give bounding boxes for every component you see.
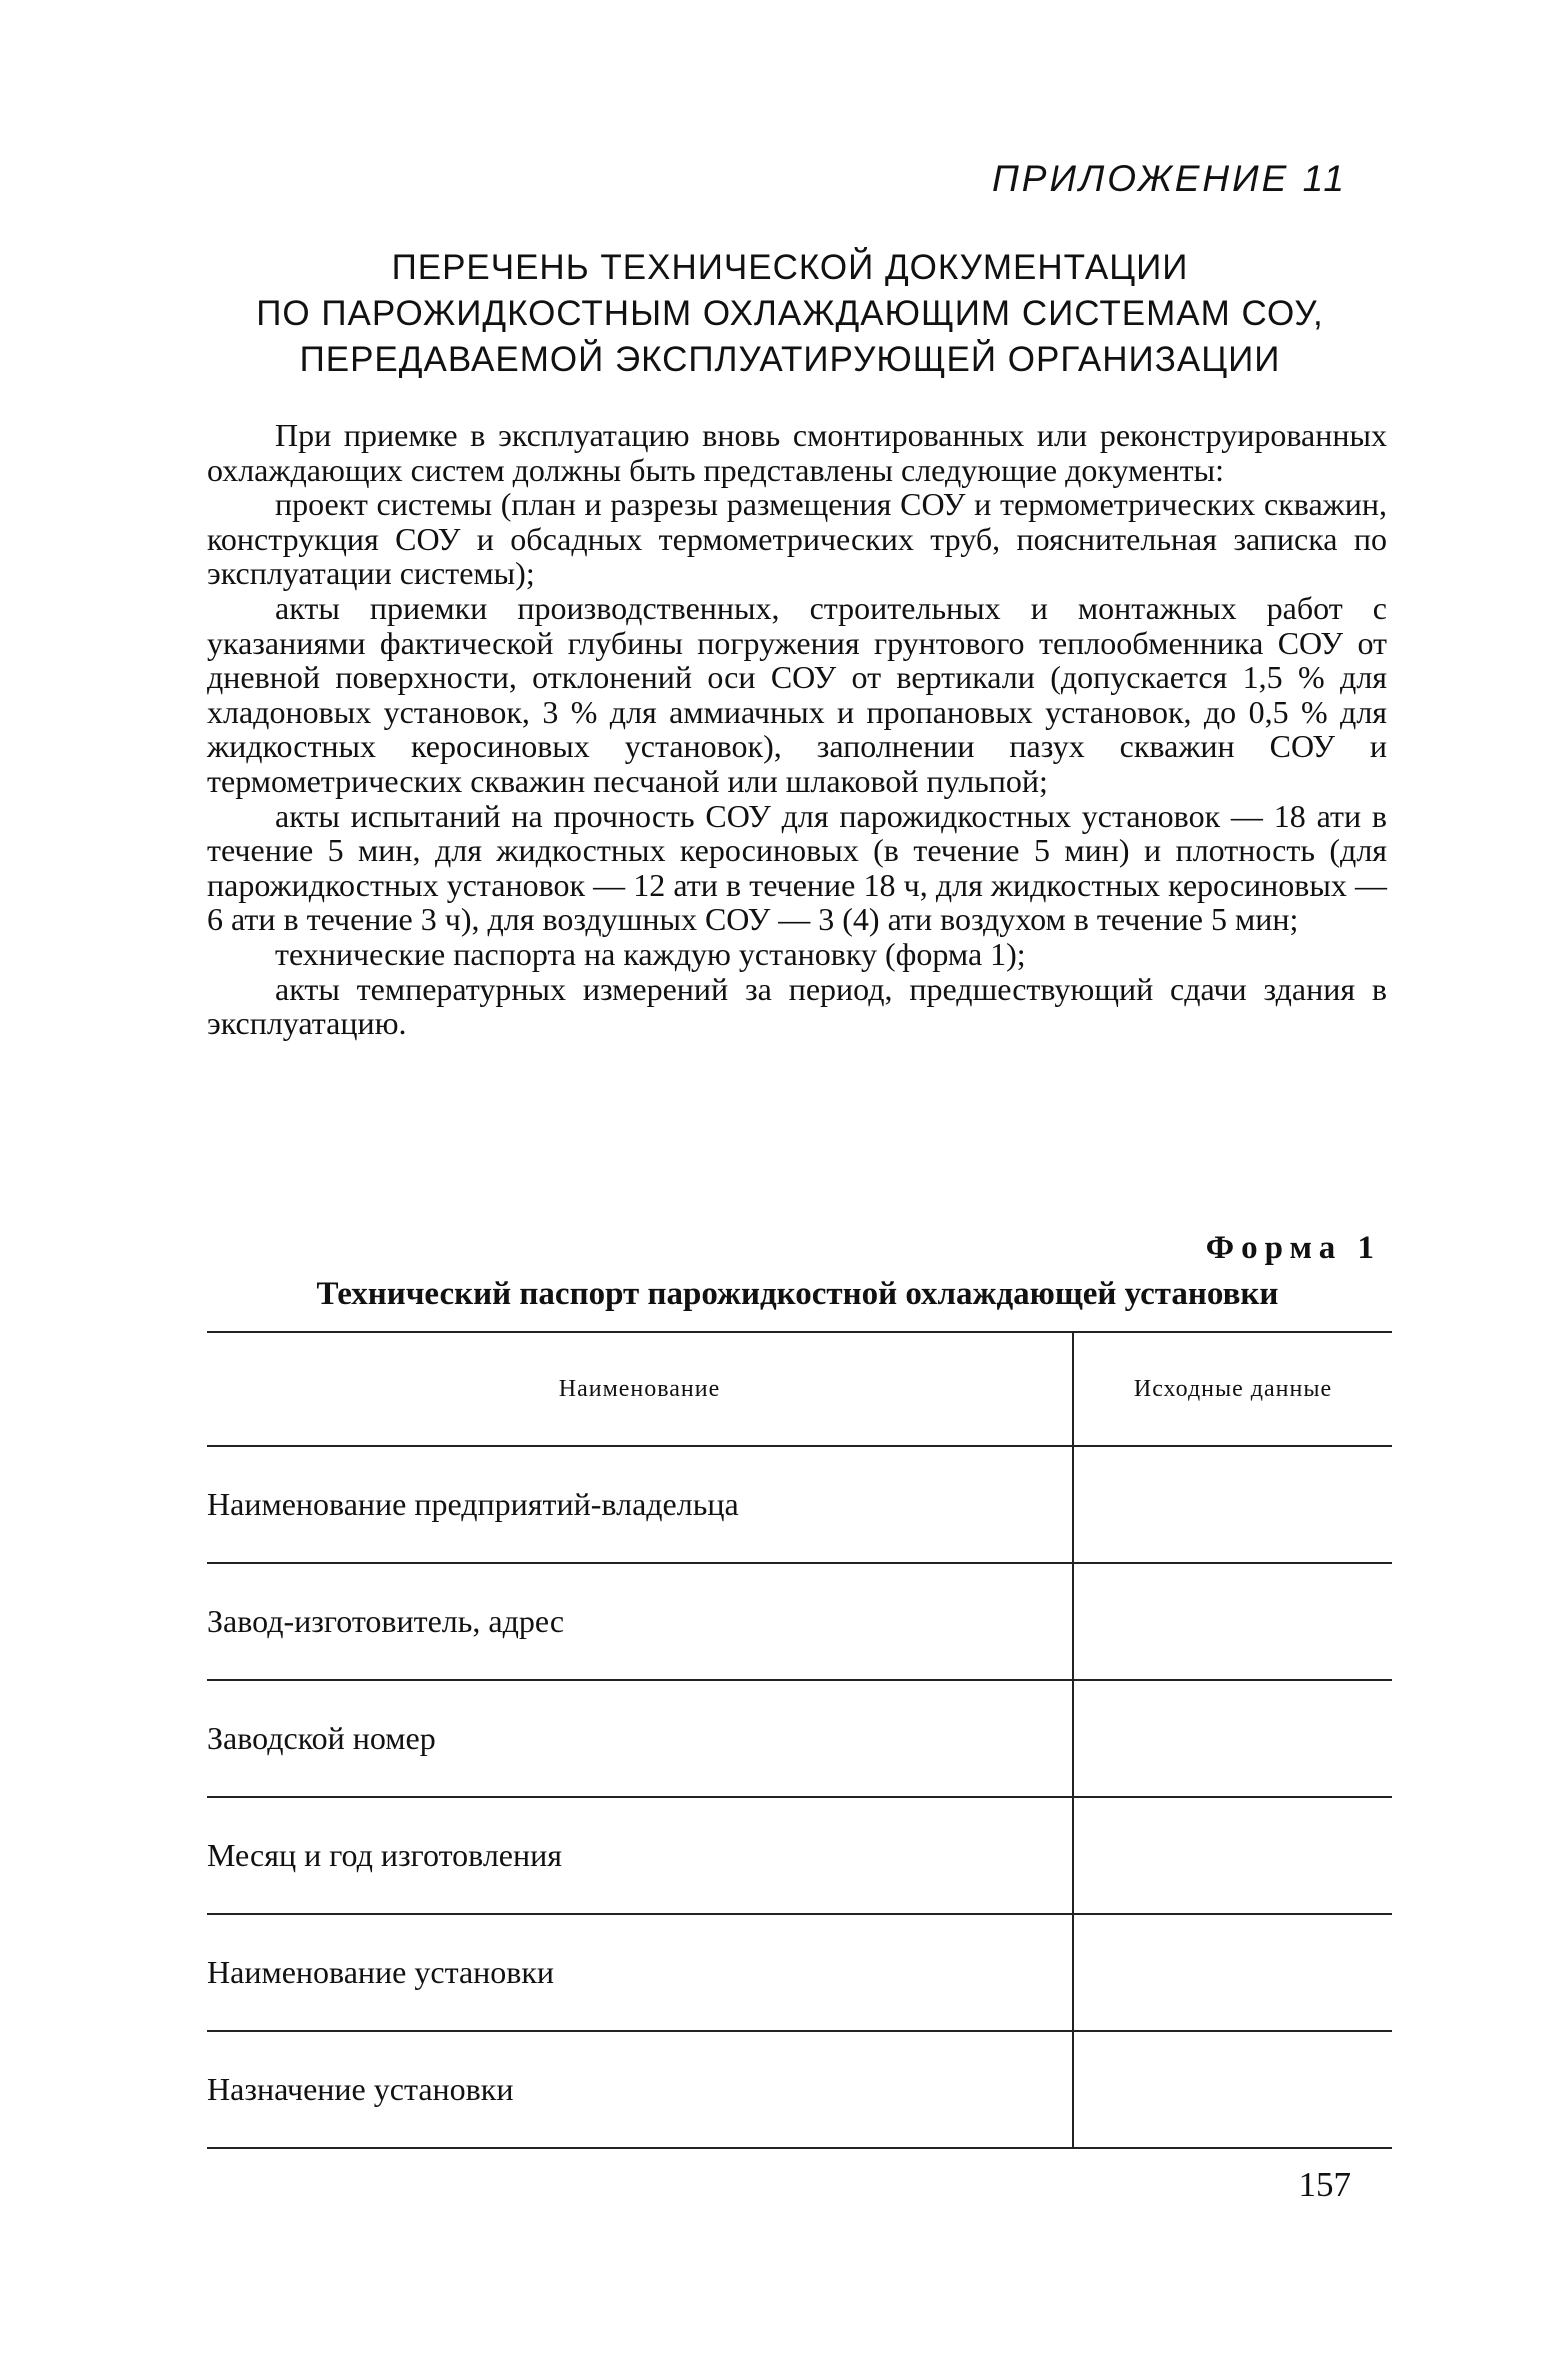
column-header-name: Наименование (558, 1375, 721, 1402)
table-row (207, 2031, 1392, 2148)
table-row (207, 1797, 1392, 1914)
paragraph-test-acts: акты испытаний на прочность СОУ для парожидкостных установок — 18 ати в течение 5 мин, для жидкостных керосиновых (в течение 5 мин) и плотность (для парожидкостных установок — 12 ати в течение 18 ч, для жидкостных керосиновых — 6 ати в течение 3 ч), для воздушных СОУ — 3 (4) ати воздухом в течение 5 мин; (207, 797, 1387, 938)
column-header-value: Исходные данные (1073, 1332, 1392, 1446)
row-label: Назначение установки (207, 2071, 514, 2107)
row-value (1073, 1680, 1392, 1797)
row-label: Месяц и год изготовления (207, 1837, 562, 1873)
form-title: Технический паспорт парожидкостной охлаждающей установки (316, 1276, 1279, 1312)
appendix-label: ПРИЛОЖЕНИЕ 11 (991, 158, 1347, 199)
page-number: 157 (1298, 2165, 1351, 2204)
row-value (1073, 2031, 1392, 2148)
table-row (207, 1680, 1392, 1797)
row-label: Заводской номер (207, 1720, 436, 1756)
title-line: ПО ПАРОЖИДКОСТНЫМ ОХЛАЖДАЮЩИМ СИСТЕМАМ СОУ, (256, 294, 1324, 333)
row-value (1073, 1446, 1392, 1563)
title-line: ПЕРЕЧЕНЬ ТЕХНИЧЕСКОЙ ДОКУМЕНТАЦИИ (391, 248, 1189, 287)
row-label: Наименование установки (207, 1954, 555, 1990)
passport-table (207, 1331, 1392, 2149)
paragraph-project: проект системы (план и разрезы размещения СОУ и термометрических скважин, конструкция СОУ и обсадных термометрических труб, пояснительная записка по эксплуатации системы); (207, 486, 1387, 592)
table-row (207, 1446, 1392, 1563)
document-body (207, 418, 1387, 1041)
table-row (207, 1563, 1392, 1680)
table-header-row (207, 1332, 1392, 1446)
row-value (1073, 1797, 1392, 1914)
title-line: ПЕРЕДАВАЕМОЙ ЭКСПЛУАТИРУЮЩЕЙ ОРГАНИЗАЦИИ (299, 340, 1281, 379)
paragraph-intro: При приемке в эксплуатацию вновь смонтированных или реконструированных охлаждающих систем должны быть представлены следующие документы: (207, 417, 1387, 488)
paragraph-passports: технические паспорта на каждую установку (форма 1); (275, 935, 1026, 972)
table-row (207, 1914, 1392, 2031)
document-title (195, 245, 1385, 383)
row-label: Завод-изготовитель, адрес (207, 1603, 565, 1639)
row-value (1073, 1563, 1392, 1680)
row-value (1073, 1914, 1392, 2031)
form-label: Форма 1 (1205, 1230, 1381, 1266)
paragraph-acceptance-acts: акты приемки производственных, строительных и монтажных работ с указаниями фактической глубины погружения грунтового теплообменника СОУ от дневной поверхности, отклонений оси СОУ от вертикали (допускается 1,5 % для хладоновых установок, 3 % для аммиачных и пропановых установок, до 0,5 % для жидкостных керосиновых установок), заполнении пазух скважин СОУ и термометрических скважин песчаной или шлаковой пульпой; (207, 589, 1387, 799)
row-label: Наименование предприятий-владельца (207, 1486, 739, 1522)
paragraph-temperature-acts: акты температурных измерений за период, предшествующий сдачи здания в эксплуатацию. (207, 970, 1387, 1042)
